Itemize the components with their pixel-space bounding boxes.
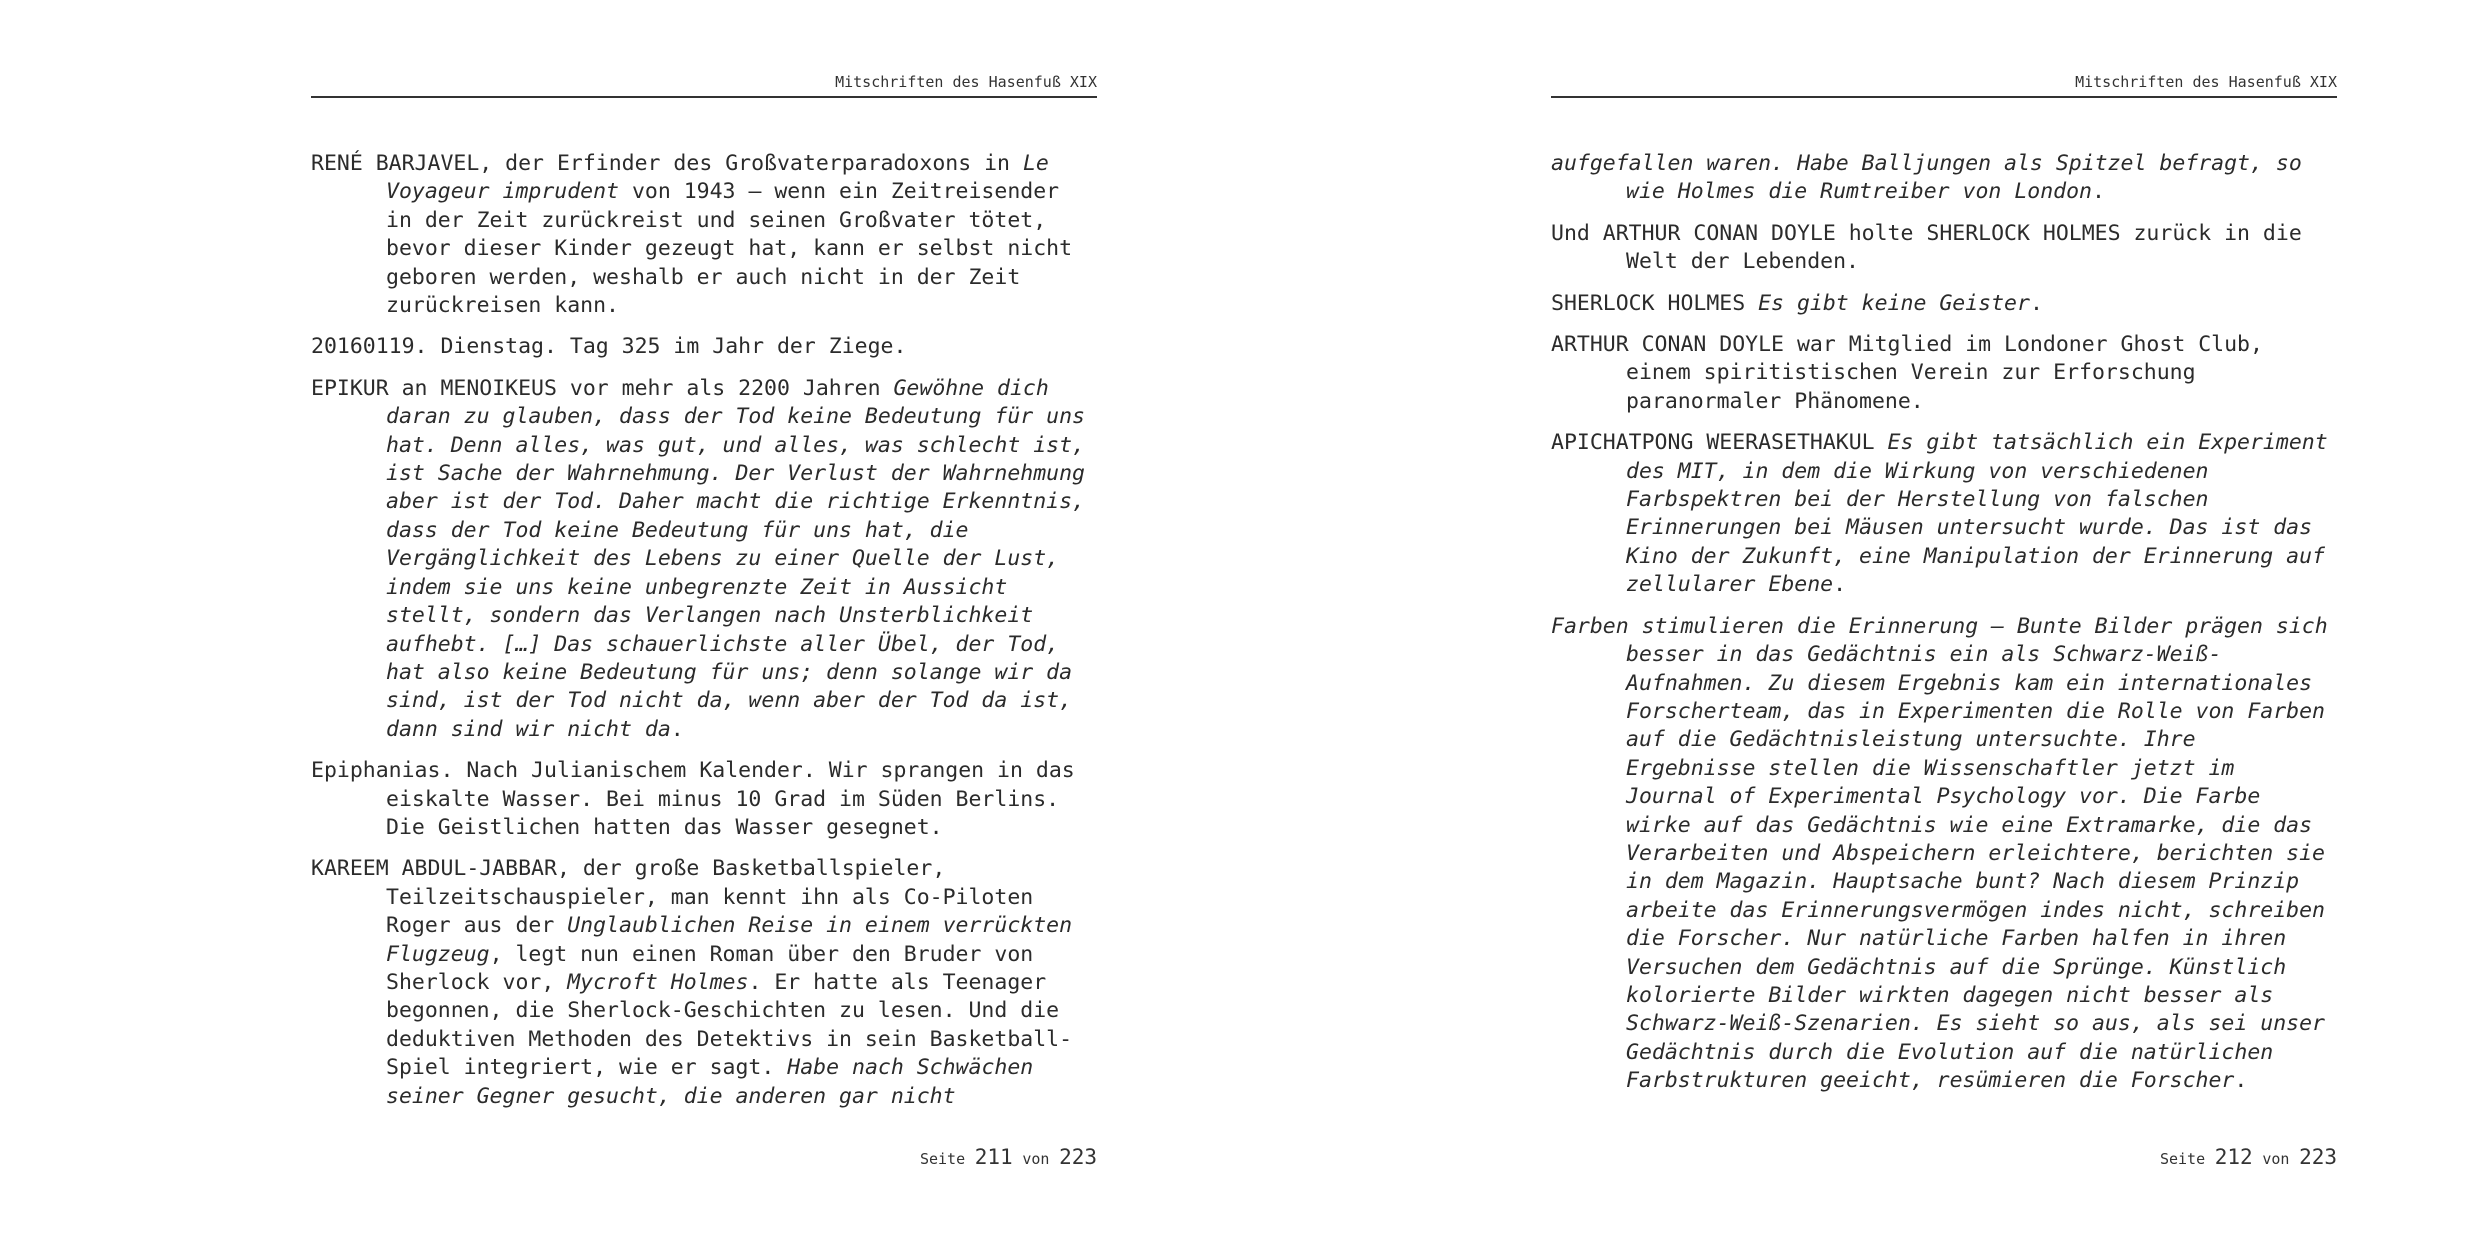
text-entry xyxy=(311,855,1097,1111)
text-entry xyxy=(1551,331,2337,416)
page-number: 211 xyxy=(974,1145,1013,1169)
running-header: Mitschriften des Hasenfuß XIX xyxy=(1551,72,2337,98)
page-total: 223 xyxy=(1059,1145,1097,1169)
text-span: EPIKUR an MENOIKEUS vor mehr als 2200 Jahren xyxy=(311,375,894,401)
text-span: , legt nun einen Roman über den Bruder von Sherlock vor, xyxy=(386,941,1034,995)
text-span: . xyxy=(670,716,684,742)
text-span: . xyxy=(2029,290,2043,316)
running-header: Mitschriften des Hasenfuß XIX xyxy=(311,72,1097,98)
text-entry xyxy=(311,375,1097,744)
page-total: 223 xyxy=(2299,1145,2337,1169)
italic-text: Gewöhne dich daran zu glauben, dass der Tod keine Bedeutung für uns hat. Denn alles, was gut, und alles, was schlecht ist, ist Sache der Wahrnehmung. Der Verlust der Wahrnehmung aber ist der Tod. Daher macht die richtige Erkenntnis, dass der Tod keine Bedeutung für uns hat, die Vergänglichkeit des Lebens zu einer Quelle der Lust, indem sie uns keine unbegrenzte Zeit in Aussicht stellt, sondern das Verlangen nach Unsterblichkeit aufhebt. […] Das schauerlichste aller Übel, der Tod, hat also keine Bedeutung für uns; denn solange wir da sind, ist der Tod nicht da, wenn aber der Tod da ist, dann sind wir nicht da xyxy=(386,375,1085,742)
italic-text: aufgefallen waren. Habe Balljungen als Spitzel befragt, so wie Holmes die Rumtreiber von London xyxy=(1551,151,2302,205)
text-entry xyxy=(311,333,1097,361)
text-span: . Er hatte als Teenager begonnen, die Sherlock-Geschichten zu lesen. Und die deduktiven Methoden des Detektivs in sein Basketball-Spiel integriert, wie er sagt. xyxy=(386,969,1073,1081)
text-entry xyxy=(1551,613,2337,1096)
text-span: ARTHUR CONAN DOYLE war Mitglied im Londoner Ghost Club, einem spiritistischen Verein zur Erforschung paranormaler Phänomene. xyxy=(1551,332,2263,414)
footer-seite-label: Seite xyxy=(2159,1150,2206,1168)
text-entry xyxy=(1551,429,2337,599)
text-span: von 1943 – wenn ein Zeitreisender in der Zeit zurückreist und seinen Großvater tötet, bevor dieser Kinder gezeugt hat, kann er selbst nicht geboren werden, weshalb er auch nicht in der Zeit zurückreisen kann. xyxy=(386,179,1073,319)
italic-text: Farben stimulieren die Erinnerung – Bunte Bilder prägen sich besser in das Gedächtnis ein als Schwarz-Weiß-Aufnahmen. Zu diesem Ergebnis kam ein internationales Forscherteam, das in Experimenten die Rolle von Farben auf die Gedächtnisleistung untersuchte. Ihre Ergebnisse stellen die Wissenschaftler jetzt im Journal of Experimental Psychology vor. Die Farbe wirke auf das Gedächtnis wie eine Extramarke, die das Verarbeiten und Abspeichern erleichtere, berichten sie in dem Magazin. Hauptsache bunt? Nach diesem Prinzip arbeite das Erinnerungsvermögen indes nicht, schreiben die Forscher. Nur natürliche Farben halfen in ihren Versuchen dem Gedächtnis auf die Sprünge. Künstlich kolorierte Bilder wirkten dagegen nicht besser als Schwarz-Weiß-Szenarien. Es sieht so aus, als sei unser Gedächtnis durch die Evolution auf die natürlichen Farbstrukturen geeicht, resümieren die Forscher xyxy=(1551,613,2328,1094)
text-span: SHERLOCK HOLMES xyxy=(1551,290,1759,316)
italic-text: Es gibt keine Geister xyxy=(1758,290,2030,316)
page-body xyxy=(1551,150,2337,1109)
text-span: . xyxy=(2092,179,2105,205)
text-entry xyxy=(311,757,1097,842)
footer-von-label: von xyxy=(2262,1150,2290,1168)
text-span: . xyxy=(1833,572,1847,598)
page-footer xyxy=(1551,1143,2337,1173)
page-footer xyxy=(311,1143,1097,1173)
text-span: Und ARTHUR CONAN DOYLE holte SHERLOCK HOLMES zurück in die Welt der Lebenden. xyxy=(1551,220,2302,275)
text-span: RENÉ BARJAVEL, der Erfinder des Großvaterparadoxons in xyxy=(311,151,1023,176)
text-entry xyxy=(1551,220,2337,277)
text-span: 20160119. Dienstag. Tag 325 im Jahr der Ziege. xyxy=(311,334,907,360)
italic-text: Mycroft Holmes xyxy=(567,969,749,995)
text-entry xyxy=(1551,150,2337,207)
text-entry xyxy=(311,150,1097,320)
italic-text: Le Voyageur imprudent xyxy=(386,151,1049,205)
italic-text: Unglaublichen Reise in einem verrückten Flugzeug xyxy=(386,913,1073,967)
text-span: KAREEM ABDUL-JABBAR, der große Basketballspieler, Teilzeitschauspieler, man kennt ihn als Co-Piloten Roger aus der xyxy=(311,856,1034,939)
text-span: Epiphanias. Nach Julianischem Kalender. Wir sprangen in das eiskalte Wasser. Bei minus 10 Grad im Süden Berlins. Die Geistlichen hatten das Wasser gesegnet. xyxy=(311,758,1075,840)
text-span: . xyxy=(2234,1068,2248,1094)
text-span: APICHATPONG WEERASETHAKUL xyxy=(1551,430,1888,456)
italic-text: Habe nach Schwächen seiner Gegner gesucht, die anderen gar nicht xyxy=(386,1055,1034,1109)
footer-von-label: von xyxy=(1022,1150,1050,1168)
text-entry xyxy=(1551,290,2337,318)
page-number: 212 xyxy=(2214,1145,2253,1169)
page-body xyxy=(311,150,1097,1124)
right-page xyxy=(1240,0,2480,1240)
italic-text: Es gibt tatsächlich ein Experiment des MIT, in dem die Wirkung von verschiedenen Farbspektren bei der Herstellung von falschen Erinnerungen bei Mäusen untersucht wurde. Das ist das Kino der Zukunft, eine Manipulation der Erinnerung auf zellularer Ebene xyxy=(1626,430,2328,598)
footer-seite-label: Seite xyxy=(919,1150,966,1168)
